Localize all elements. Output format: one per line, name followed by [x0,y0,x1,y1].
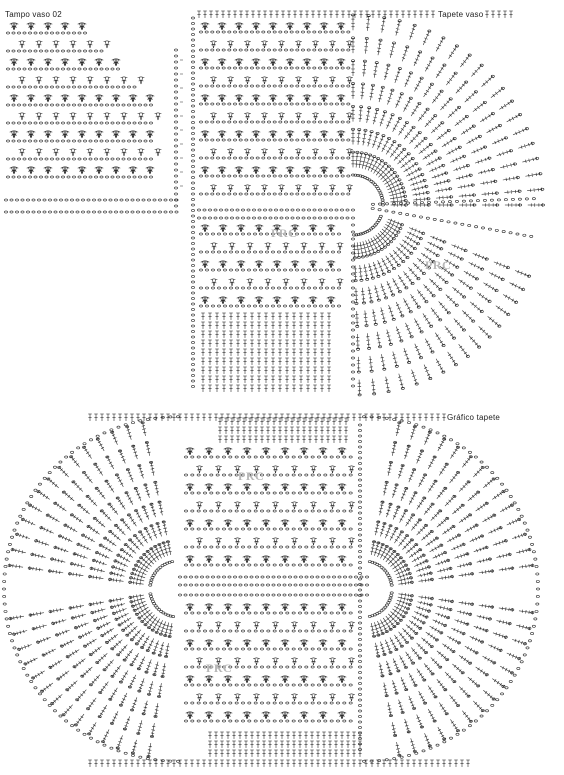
tampo-vaso-title: Tampo vaso 02 [5,10,62,19]
tapete-vaso-panel [185,0,564,400]
watermark-tapete-2: PRC [425,258,452,272]
watermark-grafico-1: PRC [238,469,265,483]
watermark-grafico-2: PRC [206,661,233,675]
grafico-tapete-chart [0,405,564,775]
grafico-tapete-panel [0,405,564,775]
tapete-vaso-title: Tapete vaso [438,10,484,19]
grafico-tapete-title: Gráfico tapete [447,413,501,422]
watermark-tapete-1: PRC [271,226,298,240]
tampo-vaso-chart [0,0,185,225]
tampo-vaso-panel [0,0,185,225]
tapete-vaso-chart [185,0,564,400]
